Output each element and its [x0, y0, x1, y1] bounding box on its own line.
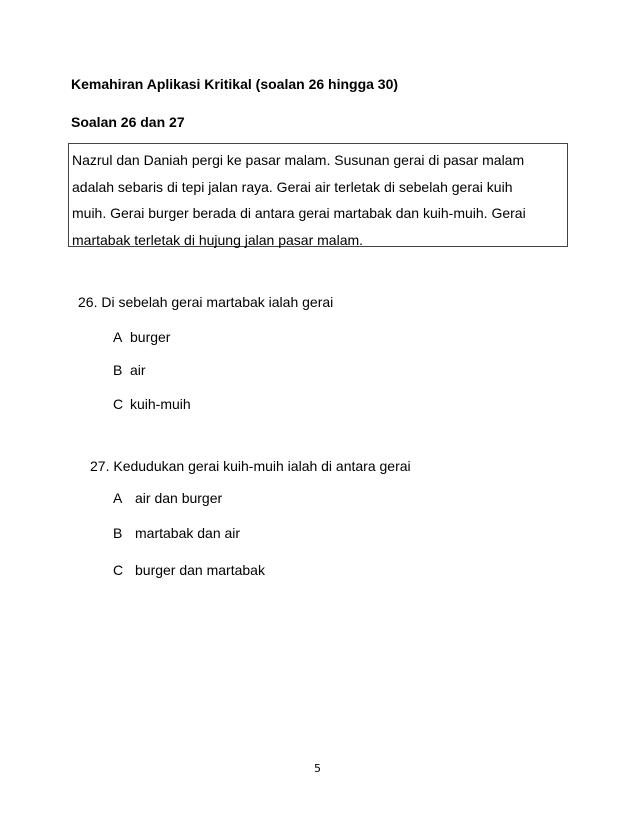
option-letter: B [113, 362, 123, 378]
passage-line: martabak terletak di hujung jalan pasar malam. [72, 231, 364, 248]
option-text: kuih-muih [130, 396, 191, 412]
option-letter: C [113, 396, 124, 412]
question-26-option-c[interactable] [113, 396, 191, 412]
question-27-option-a[interactable] [113, 490, 222, 506]
question-27-option-b[interactable] [113, 525, 240, 541]
question-26-option-b[interactable] [113, 362, 146, 378]
option-letter: A [113, 329, 123, 345]
option-letter: A [113, 490, 123, 506]
option-text: burger dan martabak [135, 562, 265, 578]
passage-line: Nazrul dan Daniah pergi ke pasar malam. Susunan gerai di pasar malam [72, 152, 525, 168]
passage-line: adalah sebaris di tepi jalan raya. Gerai air terletak di sebelah gerai kuih [72, 178, 513, 195]
question-26-option-a[interactable] [113, 329, 170, 345]
question-27-text: 27. Kedudukan gerai kuih-muih ialah di antara gerai [90, 458, 411, 474]
section-title: Kemahiran Aplikasi Kritikal (soalan 26 hingga 30) [71, 76, 399, 92]
option-text: burger [130, 329, 171, 345]
option-letter: C [113, 562, 124, 578]
passage-line: muih. Gerai burger berada di antara gerai martabak dan kuih-muih. Gerai [72, 205, 526, 221]
page-number: 5 [314, 762, 321, 775]
question-group-title: Soalan 26 dan 27 [71, 114, 185, 130]
option-letter: B [113, 525, 123, 541]
option-text: martabak dan air [135, 525, 241, 541]
option-text: air dan burger [135, 490, 223, 506]
question-27-option-c[interactable] [113, 562, 265, 578]
option-text: air [130, 362, 146, 378]
passage-box [68, 143, 568, 247]
question-26-text: 26. Di sebelah gerai martabak ialah gerai [78, 294, 334, 310]
